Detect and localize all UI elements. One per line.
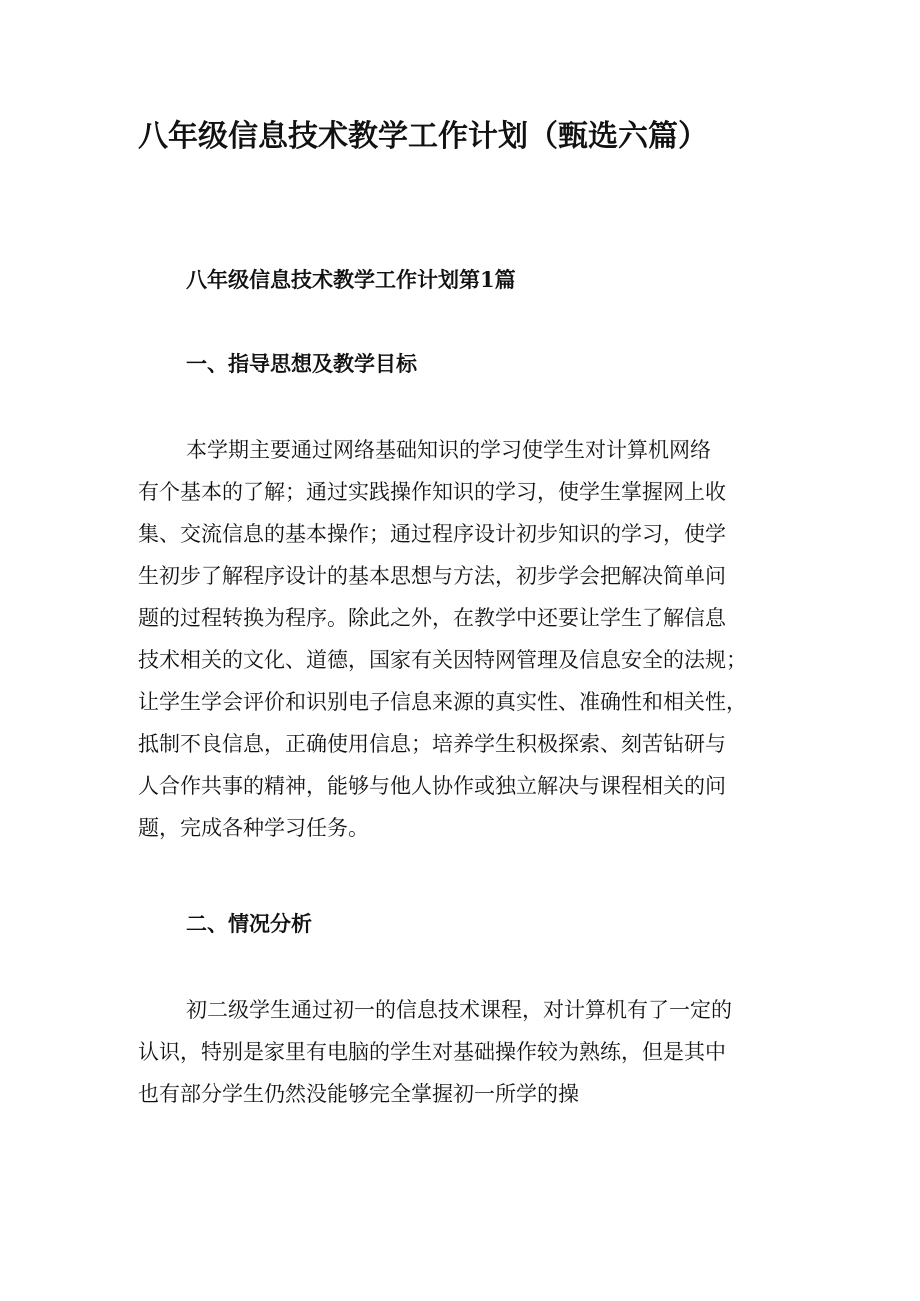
paragraph-line: 认识，特别是家里有电脑的学生对基础操作较为熟练，但是其中	[138, 1040, 726, 1064]
paragraph-line: 题的过程转换为程序。除此之外，在教学中还要让学生了解信息	[138, 606, 726, 630]
paragraph-line: 本学期主要通过网络基础知识的学习使学生对计算机网络	[186, 438, 711, 462]
paragraph-line: 初二级学生通过初一的信息技术课程，对计算机有了一定的	[186, 998, 732, 1022]
paragraph-line: 有个基本的了解；通过实践操作知识的学习，使学生掌握网上收	[138, 480, 726, 504]
paragraph-line: 让学生学会评价和识别电子信息来源的真实性、准确性和相关性，	[138, 690, 747, 714]
paragraph-line: 也有部分学生仍然没能够完全掌握初一所学的操	[138, 1082, 579, 1106]
paragraph-line: 人合作共事的精神，能够与他人协作或独立解决与课程相关的问	[138, 774, 726, 798]
paragraph-line: 技术相关的文化、道德，国家有关因特网管理及信息安全的法规；	[138, 648, 747, 672]
document-subtitle: 八年级信息技术教学工作计划第1篇	[186, 267, 516, 292]
paragraph-line: 抵制不良信息，正确使用信息；培养学生积极探索、刻苦钻研与	[138, 732, 726, 756]
section-heading-guiding-ideology: 一、指导思想及教学目标	[186, 351, 417, 376]
document-title: 八年级信息技术教学工作计划（甄选六篇）	[138, 119, 708, 154]
paragraph-line: 集、交流信息的基本操作；通过程序设计初步知识的学习，使学	[138, 522, 726, 546]
section-heading-situation-analysis: 二、情况分析	[186, 911, 312, 936]
paragraph-line: 生初步了解程序设计的基本思想与方法，初步学会把解决简单问	[138, 564, 726, 588]
paragraph-line: 题，完成各种学习任务。	[138, 816, 369, 840]
paragraph-situation-analysis	[138, 989, 786, 1115]
paragraph-guiding-ideology	[138, 429, 786, 849]
